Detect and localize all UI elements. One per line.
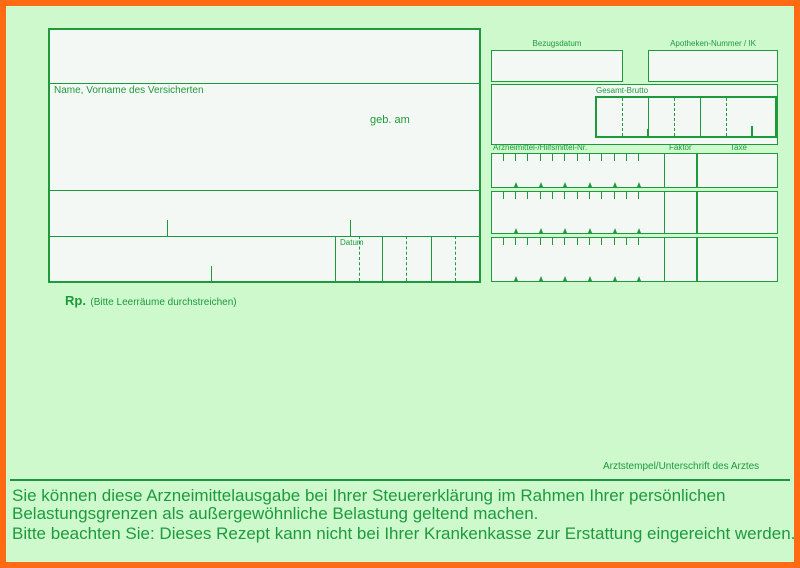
pharmacy-number-field (648, 50, 778, 82)
drug-row (491, 191, 778, 234)
date-label: Datum (340, 238, 364, 247)
birth-date-label: geb. am (370, 114, 410, 126)
patient-data-box (48, 28, 481, 283)
notice (12, 487, 795, 543)
drug-rows (491, 153, 778, 282)
pharmacy-number-label: Apotheken-Nummer / IK (670, 39, 756, 48)
dispense-date-label: Bezugsdatum (532, 39, 582, 48)
notice-line-1: Sie können diese Arzneimittelausgabe bei Ihrer Steuererklärung im Rahmen Ihrer persönlichen (12, 486, 726, 505)
fee-label: Taxe (730, 143, 747, 152)
dispense-date-field (491, 50, 623, 82)
signature-label: Arztstempel/Unterschrift des Arztes (603, 461, 760, 472)
factor-label: Faktor (669, 143, 692, 152)
rp-hint: (Bitte Leerräume durchstreichen) (90, 297, 237, 308)
divider (10, 479, 790, 481)
drug-number-label: Arzneimittel-/Hilfsmittel-Nr. (493, 143, 588, 152)
rp-line (65, 292, 237, 310)
notice-line-3: Bitte beachten Sie: Dieses Rezept kann nicht bei Ihrer Krankenkasse zur Erstattung eingereicht werden. (12, 524, 796, 543)
notice-line-2: Belastungsgrenzen als außergewöhnliche Belastung geltend machen. (12, 504, 539, 523)
gross-total-field (595, 96, 777, 138)
drug-row (491, 153, 778, 188)
gross-total-label: Gesamt-Brutto (596, 86, 649, 95)
rp-label: Rp. (65, 293, 86, 308)
insured-name-label: Name, Vorname des Versicherten (54, 85, 204, 96)
drug-row (491, 237, 778, 282)
